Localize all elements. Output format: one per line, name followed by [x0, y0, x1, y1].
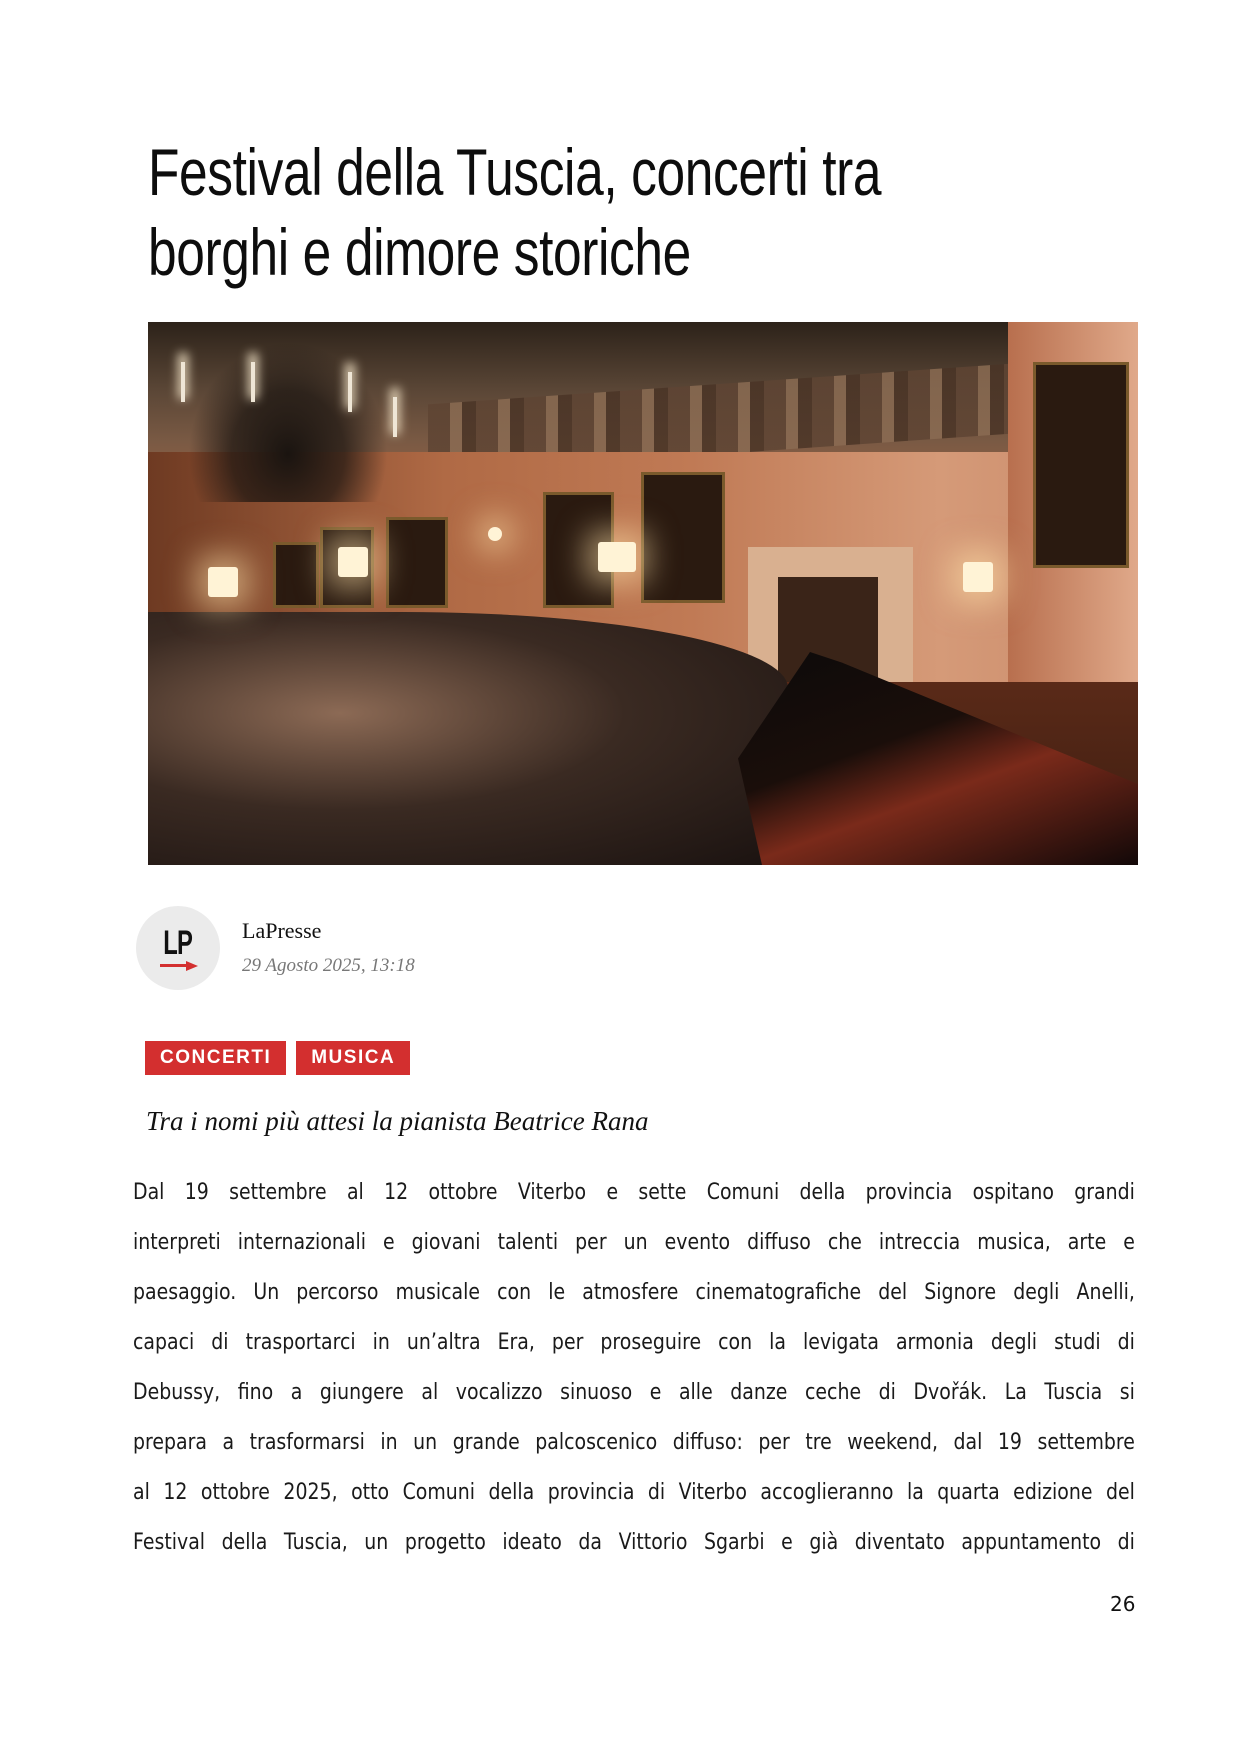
body-line: Debussy, fino a giungere al vocalizzo sinuoso e alle danze ceche di Dvořák. La Tuscia si: [133, 1380, 1135, 1405]
body-line: capaci di trasportarci in un’altra Era, per proseguire con la levigata armonia degli studi di: [133, 1330, 1135, 1355]
photo-lamp: [208, 567, 238, 597]
hero-photo: [148, 322, 1138, 865]
body-line: al 12 ottobre 2025, otto Comuni della provincia di Viterbo accoglieranno la quarta edizione del: [133, 1480, 1135, 1505]
photo-painting: [1033, 362, 1129, 568]
photo-painting: [273, 542, 319, 608]
photo-lamp: [963, 562, 993, 592]
title-line: borghi e dimore storiche: [148, 215, 691, 289]
author-name[interactable]: LaPresse: [242, 918, 322, 943]
photo-candle: [393, 397, 397, 437]
tag-concerti[interactable]: CONCERTI: [145, 1041, 286, 1075]
arrow-right-icon: [160, 961, 198, 971]
photo-painting: [641, 472, 725, 603]
title-line: Festival della Tuscia, concerti tra: [148, 135, 882, 209]
body-line: interpreti internazionali e giovani talenti per un evento diffuso che intreccia musica, arte e: [133, 1230, 1135, 1255]
author-logo-text: LP: [163, 923, 193, 962]
photo-lamp: [338, 547, 368, 577]
body-line: paesaggio. Un percorso musicale con le atmosfere cinematografiche del Signore degli Anelli,: [133, 1280, 1135, 1305]
body-line: Festival della Tuscia, un progetto ideato da Vittorio Sgarbi e già diventato appuntamento di: [133, 1530, 1135, 1555]
photo-candle: [181, 362, 185, 402]
article-body: [133, 1168, 1135, 1568]
tag-list: [145, 1041, 410, 1075]
page-number: 26: [1110, 1592, 1136, 1616]
body-line: prepara a trasformarsi in un grande palcoscenico diffuso: per tre weekend, dal 19 settembre: [133, 1430, 1135, 1455]
photo-lamp: [598, 542, 636, 572]
photo-lamp: [488, 527, 502, 541]
photo-painting: [386, 517, 448, 608]
article-title: [148, 132, 928, 292]
photo-chandelier: [188, 342, 388, 502]
article-subtitle: Tra i nomi più attesi la pianista Beatrice Rana: [146, 1106, 649, 1136]
tag-musica[interactable]: MUSICA: [296, 1041, 410, 1075]
body-line: Dal 19 settembre al 12 ottobre Viterbo e sette Comuni della provincia ospitano grandi: [133, 1180, 1135, 1205]
photo-candle: [348, 372, 352, 412]
photo-audience: [148, 612, 788, 865]
author-avatar[interactable]: [136, 906, 220, 990]
publish-date: 29 Agosto 2025, 13:18: [242, 955, 415, 976]
photo-candle: [251, 362, 255, 402]
